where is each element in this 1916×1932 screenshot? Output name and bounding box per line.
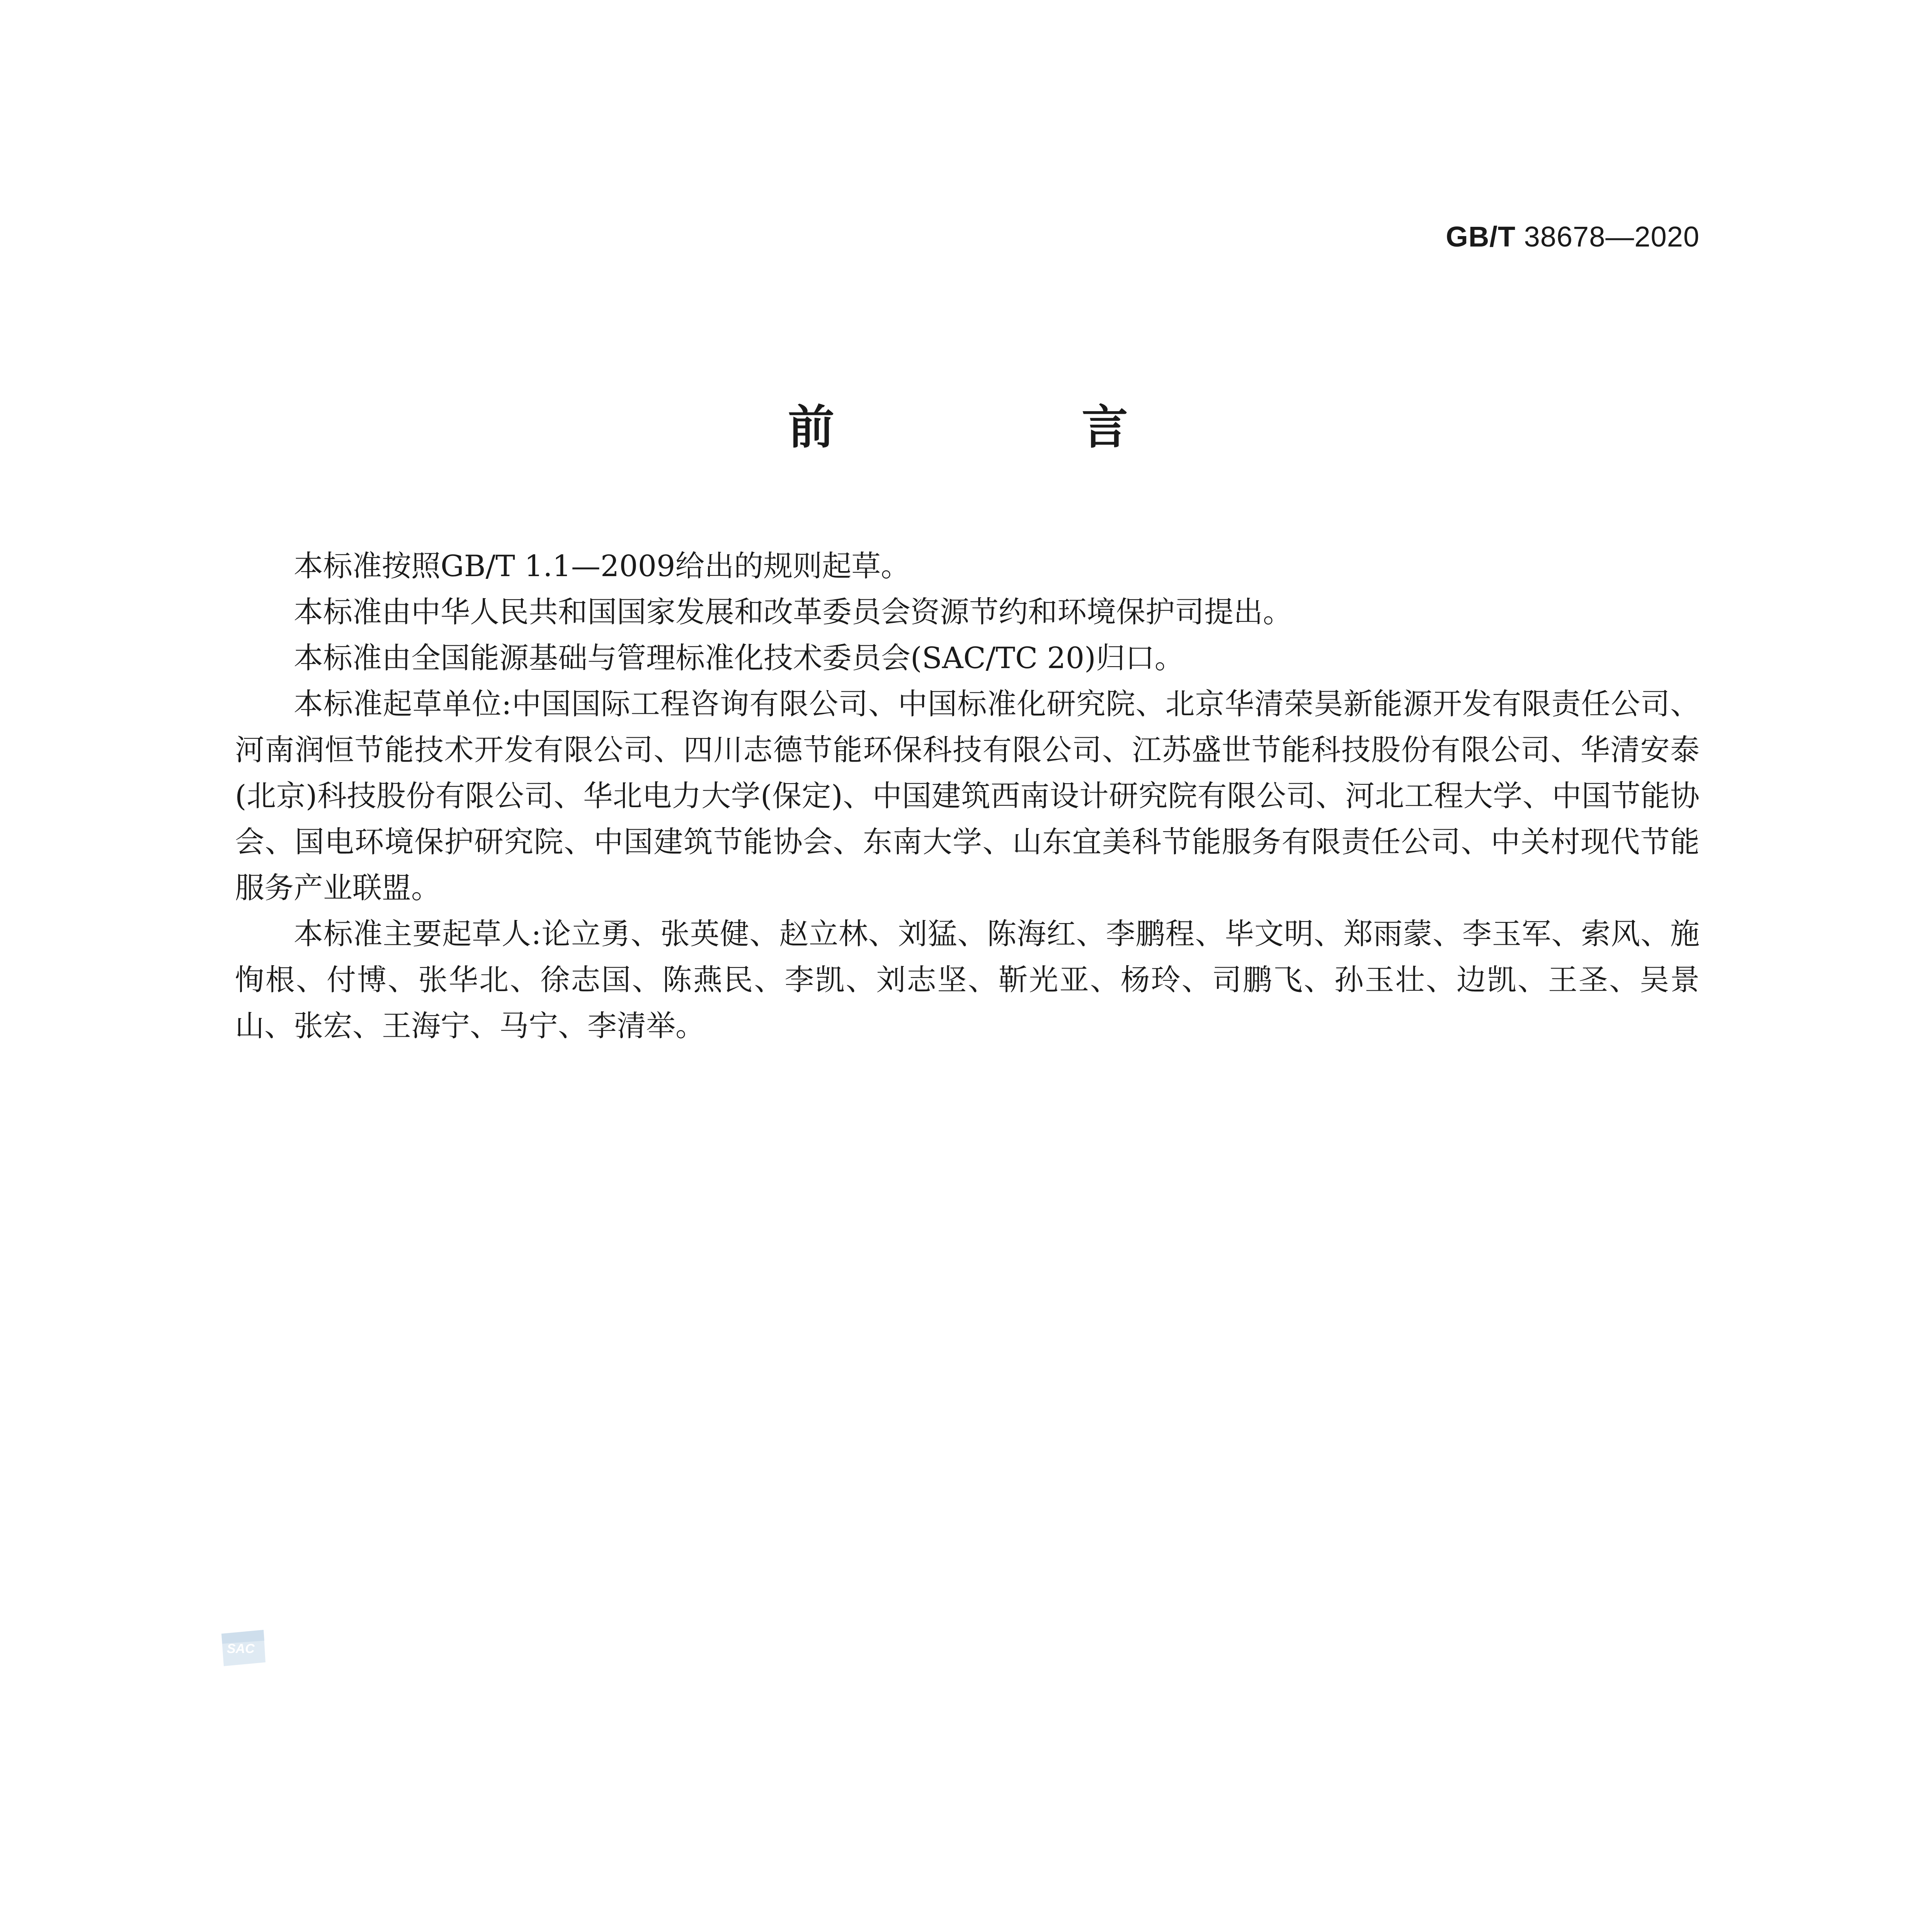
page-title: 前 言 bbox=[788, 401, 1229, 454]
paragraph-administrator: 本标准由全国能源基础与管理标准化技术委员会(SAC/TC 20)归口。 bbox=[294, 641, 1184, 675]
standard-prefix: GB/T bbox=[1446, 221, 1516, 253]
foreword-body bbox=[235, 543, 1700, 1049]
standard-number: 38678—2020 bbox=[1524, 221, 1700, 253]
sac-logo-icon bbox=[218, 1627, 267, 1669]
sac-logo-text: SAC bbox=[227, 1641, 255, 1656]
paragraph-drafting-units: 本标准起草单位:中国国际工程咨询有限公司、中国标准化研究院、北京华清荣昊新能源开发有限责任公司、河南润恒节能技术开发有限公司、四川志德节能环保科技有限公司、江苏盛世节能科技股份有限公司、华清安泰(北京)科技股份有限公司、华北电力大学(保定)、中国建筑西南设计研究院有限公司、河北工程大学、中国节能协会、国电环境保护研究院、中国建筑节能协会、东南大学、山东宜美科节能服务有限责任公司、中关村现代节能服务产业联盟。 bbox=[235, 687, 1700, 905]
paragraph-drafting-rules: 本标准按照GB/T 1.1—2009给出的规则起草。 bbox=[294, 549, 910, 583]
paragraph-proposer: 本标准由中华人民共和国国家发展和改革委员会资源节约和环境保护司提出。 bbox=[294, 595, 1292, 629]
paragraph-drafters: 本标准主要起草人:论立勇、张英健、赵立林、刘猛、陈海红、李鹏程、毕文明、郑雨蒙、李玉军、索风、施恂根、付博、张华北、徐志国、陈燕民、李凯、刘志坚、靳光亚、杨玲、司鹏飞、孙玉壮、边凯、王圣、吴景山、张宏、王海宁、马宁、李清举。 bbox=[235, 917, 1700, 1043]
standard-code bbox=[1446, 220, 1700, 253]
